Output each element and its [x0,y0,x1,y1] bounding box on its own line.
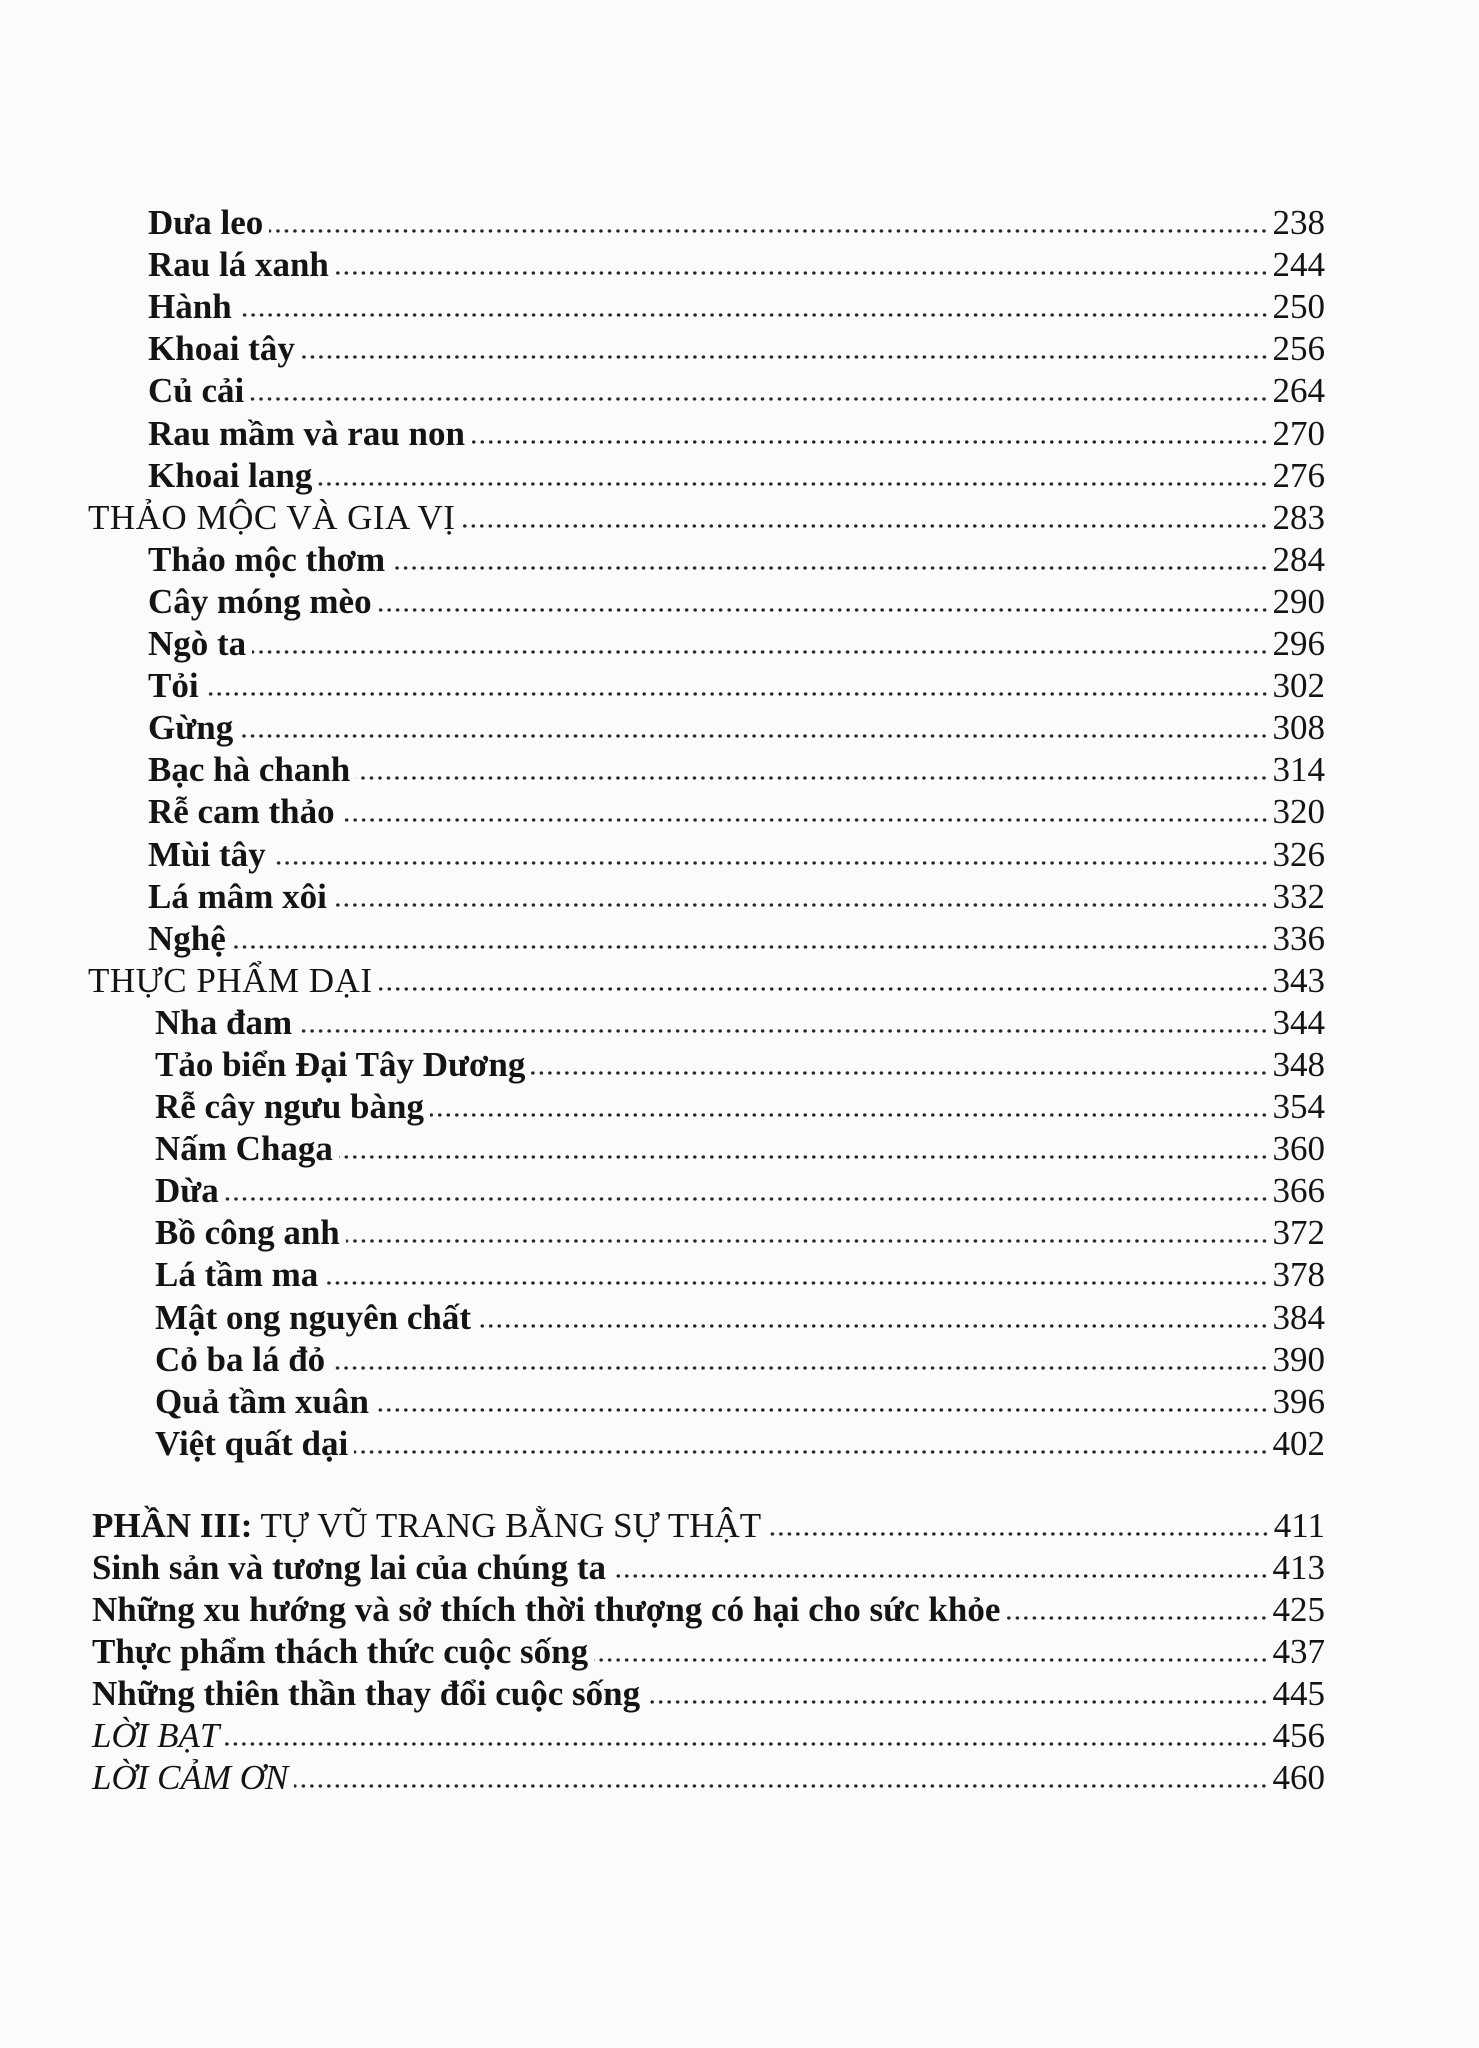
toc-entry-label: Nghệ [148,918,226,958]
toc-page-number: 460 [1272,1758,1325,1798]
toc-entry-label: Gừng [148,708,234,748]
toc-entry-label: Củ cải [148,371,245,411]
dot-leader [239,733,1268,739]
toc-entry-label: THẢO MỘC VÀ GIA VỊ [88,497,456,537]
dot-leader [356,775,1268,781]
toc-entry-label: Rau mầm và rau non [148,413,465,453]
dot-leader [646,1699,1268,1705]
toc-entry[interactable] [0,1381,1325,1423]
toc-page-number: 437 [1272,1632,1325,1672]
toc-page-number: 413 [1272,1548,1325,1587]
dot-leader [225,1741,1268,1747]
toc-section-heading[interactable] [0,497,1325,539]
toc-page-number: 336 [1272,918,1325,958]
toc-page-number: 354 [1272,1087,1325,1127]
toc-entry-label: Dưa leo [148,203,264,243]
toc-entry[interactable] [0,749,1325,791]
dot-leader [430,1112,1269,1118]
toc-entry-label: Tỏi [148,666,199,706]
toc-page-number: 402 [1272,1423,1325,1463]
toc-entry-label: Ngò ta [148,624,247,664]
toc-entry-label: Thực phẩm thách thức cuộc sống [92,1632,589,1672]
toc-entry[interactable] [0,455,1325,497]
dot-leader [298,1028,1268,1034]
toc-entry-label [92,1505,761,1547]
toc-page-number: 372 [1272,1213,1325,1253]
dot-leader [354,1449,1268,1455]
dot-leader [294,1783,1268,1789]
toc-page-number: 276 [1272,455,1325,495]
dot-leader [232,944,1269,950]
toc-entry-label: Quả tầm xuân [155,1381,369,1421]
toc-entry[interactable] [0,1715,1325,1757]
toc-entry-label: Những xu hướng và sở thích thời thượng có hại cho sức khỏe [92,1590,1001,1630]
dot-leader [531,1070,1268,1076]
toc-page-number: 302 [1272,666,1325,706]
toc-entry[interactable] [0,623,1325,665]
dot-leader [471,439,1269,445]
toc-entry[interactable] [0,1339,1325,1381]
toc-entry-label: Bạc hà chanh [148,750,351,790]
dot-leader [272,860,1269,866]
toc-entry[interactable] [0,1296,1325,1338]
toc-page-number: 283 [1272,497,1325,537]
toc-entry-label: Cỏ ba lá đỏ [155,1339,326,1379]
toc-entry[interactable] [0,1212,1325,1254]
toc-entry[interactable] [0,1631,1325,1673]
toc-entry-label: Tảo biển Đại Tây Dương [155,1044,526,1084]
toc-entry[interactable] [0,244,1325,286]
toc-page-number: 445 [1272,1674,1325,1714]
toc-entry-label: Khoai tây [148,329,295,369]
toc-page-number: 344 [1272,1002,1325,1042]
toc-entry[interactable] [0,328,1325,370]
toc-entry[interactable] [0,1044,1325,1086]
toc-entry-label: Nha đam [155,1002,293,1042]
toc-entry-label: Lá tầm ma [155,1255,319,1295]
toc-entry-label: Lá mâm xôi [148,876,327,916]
toc-entry[interactable] [0,1086,1325,1128]
toc-entry[interactable] [0,286,1325,328]
toc-page-number: 296 [1272,624,1325,664]
dot-leader [391,565,1268,571]
toc-entry[interactable] [0,1673,1325,1715]
toc-entry-label: Rễ cam thảo [148,792,335,832]
dot-leader [333,902,1269,908]
part-title: TỰ VŨ TRANG BẰNG SỰ THẬT [252,1505,762,1545]
table-of-contents [0,202,1479,1799]
toc-entry-label: Thảo mộc thơm [148,539,386,579]
toc-page-number: 264 [1272,371,1325,411]
toc-section-heading[interactable] [0,960,1325,1002]
toc-entry[interactable] [0,876,1325,918]
toc-entry[interactable] [0,665,1325,707]
toc-entry-label: Cây móng mèo [148,581,372,621]
toc-entry[interactable] [0,1128,1325,1170]
dot-leader [767,1531,1270,1537]
toc-entry[interactable] [0,1547,1325,1589]
toc-entry-label: Hành [148,287,232,327]
toc-entry-label: Khoai lang [148,455,313,495]
dot-leader [612,1573,1269,1579]
toc-page-number: 390 [1272,1339,1325,1379]
dot-leader [375,1407,1269,1413]
dot-leader [250,396,1268,402]
toc-entry[interactable] [0,412,1325,454]
toc-entry[interactable] [0,1254,1325,1296]
toc-page-number: 250 [1272,287,1325,327]
toc-entry[interactable] [0,833,1325,875]
toc-entry-label: LỜI CẢM ƠN [92,1758,289,1798]
toc-page-number: 238 [1272,203,1325,243]
toc-entry[interactable] [0,370,1325,412]
toc-page-number: 244 [1272,245,1325,285]
toc-page-number: 320 [1272,792,1325,832]
dot-leader [339,1154,1269,1160]
toc-entry[interactable] [0,791,1325,833]
toc-entry[interactable] [0,707,1325,749]
toc-page-number: 384 [1272,1297,1325,1337]
toc-entry[interactable] [0,202,1325,244]
dot-leader [379,986,1269,992]
toc-page-number: 425 [1272,1590,1325,1630]
toc-entry-label: THỰC PHẨM DẠI [88,960,373,1000]
dot-leader [318,481,1268,487]
toc-entry[interactable] [0,1170,1325,1212]
dot-leader [301,354,1269,360]
toc-page-number: 284 [1272,539,1325,579]
dot-leader [1006,1615,1268,1621]
toc-entry[interactable] [0,1002,1325,1044]
toc-entry-label: Mùi tây [148,834,266,874]
dot-leader [335,270,1269,276]
dot-leader [238,312,1269,318]
toc-page-number: 411 [1273,1505,1325,1545]
toc-page-number: 456 [1272,1716,1325,1756]
toc-page-number: 378 [1272,1255,1325,1295]
toc-entry[interactable] [0,1423,1325,1465]
toc-page-number: 308 [1272,708,1325,748]
toc-entry-label: Mật ong nguyên chất [155,1297,471,1337]
toc-page-number: 332 [1272,876,1325,916]
toc-page-number: 360 [1272,1129,1325,1169]
toc-page-number: 290 [1272,581,1325,621]
toc-page-number: 348 [1272,1044,1325,1084]
dot-leader [594,1657,1268,1663]
toc-entry[interactable] [0,539,1325,581]
toc-page-number: 366 [1272,1171,1325,1211]
toc-page-number: 314 [1272,750,1325,790]
dot-leader [346,1238,1269,1244]
toc-entry-label: Bồ công anh [155,1213,340,1253]
toc-entry-label: Nấm Chaga [155,1129,333,1169]
dot-leader [461,523,1268,529]
toc-page-number: 256 [1272,329,1325,369]
toc-entry[interactable] [0,1757,1325,1799]
dot-leader [205,691,1269,697]
dot-leader [341,817,1269,823]
dot-leader [331,1365,1268,1371]
toc-entry-label: Rau lá xanh [148,245,329,285]
part-number: PHẦN III: [92,1505,253,1545]
toc-page-number: 343 [1272,960,1325,1000]
toc-part-heading[interactable] [0,1505,1325,1547]
toc-entry-label: Sinh sản và tương lai của chúng ta [92,1548,606,1587]
toc-entry-label: Những thiên thần thay đổi cuộc sống [92,1674,641,1714]
dot-leader [477,1323,1269,1329]
toc-entry-label: LỜI BẠT [92,1716,220,1756]
dot-leader [324,1280,1268,1286]
toc-entry-label: Việt quất dại [155,1423,349,1463]
toc-entry[interactable] [0,918,1325,960]
toc-entry[interactable] [0,581,1325,623]
dot-leader [378,607,1269,613]
dot-leader [269,228,1268,234]
toc-entry[interactable] [0,1589,1325,1631]
toc-page-number: 270 [1272,413,1325,453]
toc-page-number: 396 [1272,1381,1325,1421]
toc-entry-label: Rễ cây ngưu bàng [155,1087,424,1127]
dot-leader [252,649,1268,655]
toc-page-number: 326 [1272,834,1325,874]
toc-entry-label: Dừa [155,1171,219,1211]
dot-leader [225,1196,1269,1202]
